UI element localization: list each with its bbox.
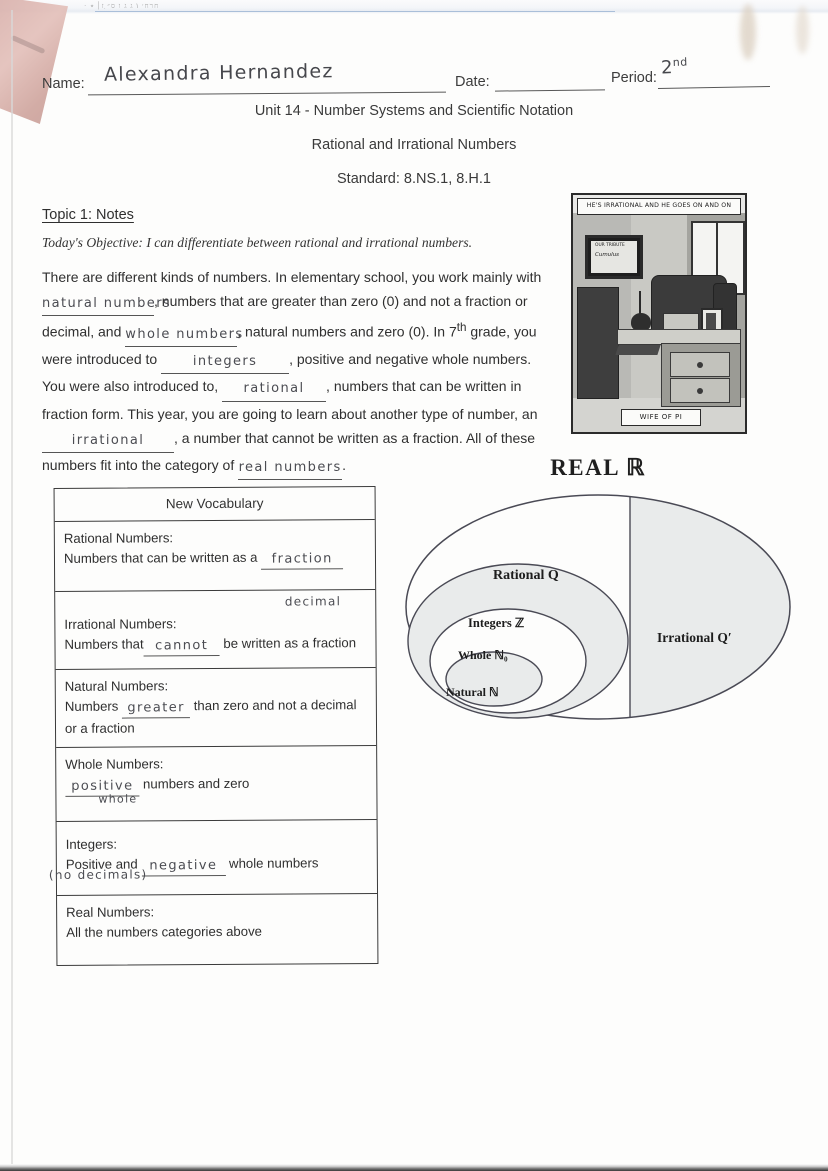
notes-blank-real-numbers[interactable]: real numbers [238,453,342,480]
period-label: Period: [611,70,657,86]
vocab-def-whole: positive numbers and zero [65,773,367,797]
para-text-6: , numbers that can be written in fraction form. This year, you are going to learn about another type of number, an [42,378,538,422]
para-text-7: , a number that cannot be written as a fraction. All of these numbers fit into the category of [42,429,536,474]
vocab-annotation-whole: whole [98,792,138,806]
scan-smudge-1 [740,4,756,60]
vocab-def-integers: Positive and negative whole numbers [66,853,368,877]
notes-blank-rational[interactable]: rational [222,374,326,401]
para-text-5: , positive and negative whole numbers. You were also introduced to, [42,351,532,395]
vocab-def-rational: Numbers that can be written as a fraction [64,547,366,571]
cartoon-lamp-cord [639,291,641,315]
venn-svg [398,483,798,755]
vocab-row-real [57,894,377,965]
objective-text: Today's Objective: I can differentiate between rational and irrational numbers. [42,235,473,250]
para-text-1: There are different kinds of numbers. In elementary school, you work mainly with [42,269,542,285]
vocab-blank-fraction[interactable]: fraction [261,547,343,570]
para-text-2: , numbers that are greater than zero (0) and not a fraction or decimal, and [42,293,528,341]
vocab-def-natural: Numbers greater than zero and not a decimal or a fraction [64,697,357,736]
vocab-blank-positive[interactable]: positive [65,774,139,796]
venn-label-whole: Whole ℕ₀ [458,648,508,662]
vocab-term-natural: Natural Numbers: [64,678,169,694]
period-rule [658,86,770,89]
vocab-row-integers [48,820,377,896]
unit-title: Unit 14 - Number Systems and Scientific Notation [254,103,574,119]
vocabulary-table [48,486,379,966]
vocab-row-rational [55,520,375,592]
date-label: Date: [455,74,490,90]
vocab-annotation-no-decimals: (no decimals) [48,867,148,883]
vocab-def-real: All the numbers categories above [66,923,263,940]
vocab-row-irrational [55,590,375,670]
vocab-blank-negative[interactable]: negative [141,854,225,877]
cartoon-drawer-lower [670,378,730,403]
venn-title: REAL ℝ [550,455,646,480]
cartoon-desk-body [661,343,741,407]
notes-blank-natural-numbers[interactable]: natural numbers [42,289,154,316]
vocab-term-rational: Rational Numbers: [63,530,174,546]
name-rule [88,92,446,96]
cartoon-illustration [571,193,747,434]
cartoon-tv-screen [591,241,637,273]
para-text-8: . [342,457,346,474]
vocab-blank-greater[interactable]: greater [122,696,190,718]
cartoon-bottom-caption: WIFE OF PI [621,409,701,426]
vocabulary-table-header: New Vocabulary [55,487,375,522]
cartoon-drawer-upper [670,352,730,377]
vocab-term-integers: Integers: [65,836,118,852]
para-text-3: , natural numbers and zero (0). In 7 [237,324,457,341]
date-rule [495,89,605,92]
vocab-term-real: Real Numbers: [66,904,155,920]
page-bottom-edge [0,1164,828,1171]
topic-heading: Topic 1: Notes [42,207,134,223]
notes-paragraph [42,265,547,480]
cartoon-tv-line2: Cumulus [595,252,620,258]
vocab-blank-cannot[interactable]: cannot [144,634,220,656]
venn-label-irrational: Irrational Q′ [657,630,732,645]
vocab-row-whole [56,746,376,822]
scan-smudge-2 [796,6,809,54]
scanner-blue-line [95,11,615,12]
vocab-term-irrational: Irrational Numbers: [64,616,177,632]
cartoon-cabinet [577,287,619,399]
cartoon-tv [585,235,643,279]
venn-label-natural: Natural ℕ [446,685,499,699]
handwritten-period: 2nd [660,55,688,79]
venn-label-integers: Integers ℤ [468,616,525,630]
notes-blank-irrational[interactable]: irrational [42,426,174,453]
cartoon-top-caption: HE'S IRRATIONAL AND HE GOES ON AND ON [577,198,741,215]
notes-blank-integers[interactable]: integers [161,347,289,374]
venn-label-rational: Rational Q [493,568,559,583]
name-label: Name: [42,76,85,92]
ordinal-th: th [456,321,467,335]
vocab-row-natural [56,668,376,748]
number-sets-venn-diagram [398,455,798,755]
standard-line: Standard: 8.NS.1, 8.H.1 [337,171,491,187]
scanner-ghost-text: · חרח׳ ١ ג ג ו ס״ ַז׀ ٭ [84,2,160,10]
vocab-def-irrational: Numbers that cannot be written as a fraction [64,633,366,657]
para-text-4: grade, you were introduced to [42,324,537,368]
handwritten-name: Alexandra Hernandez [103,60,334,86]
vocab-term-whole: Whole Numbers: [65,756,164,772]
vocab-annotation-decimal: decimal [284,594,342,609]
lesson-subtitle: Rational and Irrational Numbers [311,137,517,153]
cartoon-keyboard [615,345,660,355]
notes-blank-whole-numbers[interactable]: whole numbers [125,320,237,347]
cartoon-tv-line1: OUR TRIBUTE [595,243,625,248]
